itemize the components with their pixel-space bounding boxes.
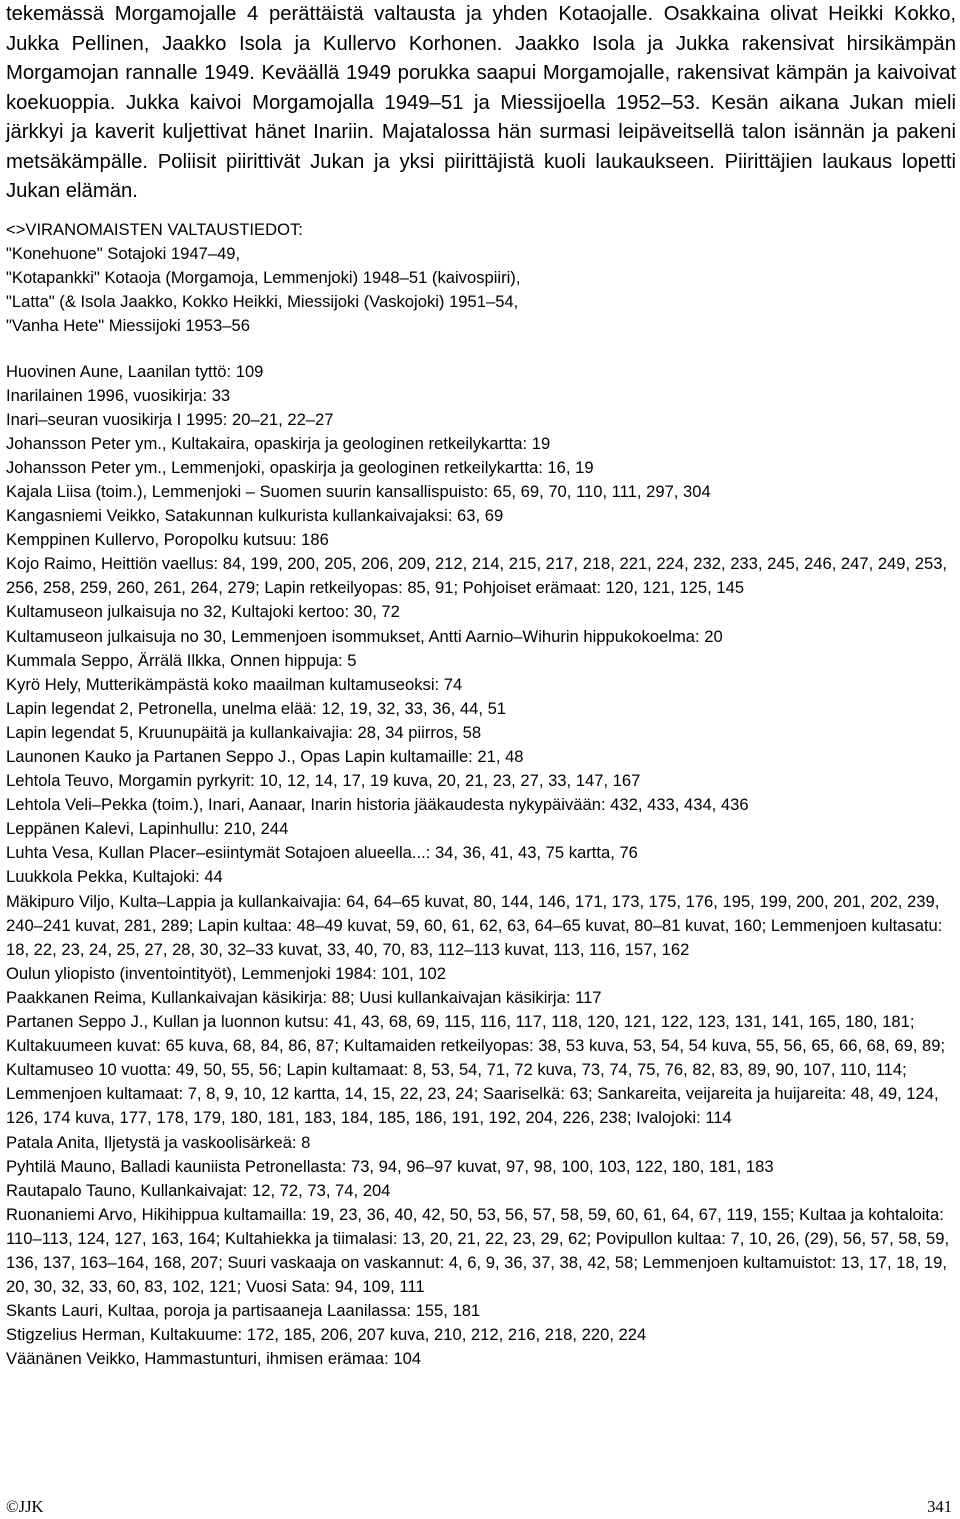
reference-item: Lapin legendat 2, Petronella, unelma elää: 12, 19, 32, 33, 36, 44, 51 bbox=[6, 698, 507, 718]
intro-paragraph: tekemässä Morgamojalle 4 perättäistä valtausta ja yhden Kotaojalle. Osakkaina olivat Heikki Kokko, Jukka Pellinen, Jaakko Isola ja Kullervo Korhonen. Jaakko Isola ja Jukka rakensivat hirsikämpän Morgamojan rannalle 1949. Keväällä 1949 porukka saapui Morgamojalle, rakensivat kämpän ja kaivoivat koekuoppia. Jukka kaivoi Morgamojalla 1949–51 ja Miessijoella 1952–53. Kesän aikana Jukan mieli järkkyi ja kaverit kuljettivat hänet Inariin. Majatalossa hän surmasi leipäveitsellä talon isännän ja pakeni metsäkämpälle. Poliisit piirittivät Jukan ja yksi piirittäjistä kuoli laukaukseen. Piirittäjien laukaus lopetti Jukan elämän. bbox=[6, 3, 956, 202]
reference-item: Kummala Seppo, Ärrälä Ilkka, Onnen hippuja: 5 bbox=[6, 650, 357, 670]
document-page bbox=[6, 0, 956, 1371]
reference-item: Mäkipuro Viljo, Kulta–Lappia ja kullankaivajia: 64, 64–65 kuvat, 80, 144, 146, 171, 173, 175, 176, 195, 199, 200, 201, 202, 239, 240–241 kuvat, 281, 289; Lapin kultaa: 48–49 kuvat, 59, 60, 61, 62, 63, 64–65 kuvat, 80–81 kuvat, 160; Lemmenjoen kultasatu: 18, 22, 23, 24, 25, 27, 28, 30, 32–33 kuvat, 33, 40, 70, 83, 112–113 kuvat, 113, 116, 157, 162 bbox=[6, 891, 943, 959]
authority-line: "Kotapankki" Kotaoja (Morgamoja, Lemmenjoki) 1948–51 (kaivospiiri), bbox=[6, 267, 521, 287]
reference-item: Kojo Raimo, Heittiön vaellus: 84, 199, 200, 205, 206, 209, 212, 214, 215, 217, 218, 221, 224, 232, 233, 245, 246, 247, 249, 253, 256, 258, 259, 260, 261, 264, 279; Lapin retkeilyopas: 85, 91; Pohjoiset erämaat: 120, 121, 125, 145 bbox=[6, 554, 948, 598]
reference-item: Kemppinen Kullervo, Poropolku kutsuu: 186 bbox=[6, 530, 329, 550]
reference-item: Lehtola Teuvo, Morgamin pyrkyrit: 10, 12, 14, 17, 19 kuva, 20, 21, 23, 27, 33, 147, 167 bbox=[6, 771, 641, 791]
reference-item: Väänänen Veikko, Hammastunturi, ihmisen erämaa: 104 bbox=[6, 1349, 422, 1369]
reference-item: Kangasniemi Veikko, Satakunnan kulkurista kullankaivajaksi: 63, 69 bbox=[6, 506, 504, 526]
authority-title: <>VIRANOMAISTEN VALTAUSTIEDOT: bbox=[6, 219, 303, 239]
authority-line: "Konehuone" Sotajoki 1947–49, bbox=[6, 243, 241, 263]
reference-item: Kyrö Hely, Mutterikämpästä koko maailman kultamuseoksi: 74 bbox=[6, 674, 463, 694]
reference-item: Partanen Seppo J., Kullan ja luonnon kutsu: 41, 43, 68, 69, 115, 116, 117, 118, 120, 121, 122, 123, 131, 141, 165, 180, 181; Kultakuumeen kuvat: 65 kuva, 68, 84, 86, 87; Kultamaiden retkeilyopas: 38, 53 kuva, 53, 54, 54 kuva, 55, 56, 65, 66, 68, 69, 89; Kultamuseo 10 vuotta: 49, 50, 55, 56; Lapin kultamaat: 8, 53, 54, 71, 72 kuva, 73, 74, 75, 76, 82, 83, 89, 90, 107, 110, 114; Lemmenjoen kultamaat: 7, 8, 9, 10, 12 kartta, 14, 15, 22, 23, 24; Saariselkä: 63; Sankareita, veijareita ja huijareita: 48, 49, 124, 126, 174 kuva, 177, 178, 179, 180, 181, 183, 184, 185, 186, 191, 192, 204, 226, 238; Ivalojoki: 114 bbox=[6, 1012, 946, 1128]
copyright-mark: ©JJK bbox=[6, 1497, 44, 1516]
reference-item: Johansson Peter ym., Lemmenjoki, opaskirja ja geologinen retkeilykartta: 16, 19 bbox=[6, 457, 594, 477]
reference-item: Lapin legendat 5, Kruunupäitä ja kullankaivajia: 28, 34 piirros, 58 bbox=[6, 722, 482, 742]
reference-item: Pyhtilä Mauno, Balladi kauniista Petronellasta: 73, 94, 96–97 kuvat, 97, 98, 100, 103, 122, 180, 181, 183 bbox=[6, 1156, 774, 1176]
page-footer bbox=[6, 1497, 952, 1517]
reference-item: Kajala Liisa (toim.), Lemmenjoki – Suomen suurin kansallispuisto: 65, 69, 70, 110, 111, 297, 304 bbox=[6, 481, 711, 501]
reference-item: Inari–seuran vuosikirja I 1995: 20–21, 22–27 bbox=[6, 409, 334, 429]
reference-item: Skants Lauri, Kultaa, poroja ja partisaaneja Laanilassa: 155, 181 bbox=[6, 1301, 481, 1321]
reference-item: Johansson Peter ym., Kultakaira, opaskirja ja geologinen retkeilykartta: 19 bbox=[6, 433, 551, 453]
reference-item: Launonen Kauko ja Partanen Seppo J., Opas Lapin kultamaille: 21, 48 bbox=[6, 747, 524, 766]
reference-item: Luhta Vesa, Kullan Placer–esiintymät Sotajoen alueella...: 34, 36, 41, 43, 75 kartta, 76 bbox=[6, 843, 638, 863]
reference-item: Kultamuseon julkaisuja no 32, Kultajoki kertoo: 30, 72 bbox=[6, 602, 400, 622]
authority-line: "Vanha Hete" Miessijoki 1953–56 bbox=[6, 315, 250, 335]
reference-item: Stigzelius Herman, Kultakuume: 172, 185, 206, 207 kuva, 210, 212, 216, 218, 220, 224 bbox=[6, 1325, 647, 1345]
reference-item: Lehtola Veli–Pekka (toim.), Inari, Aanaar, Inarin historia jääkaudesta nykypäivään: 432, 433, 434, 436 bbox=[6, 795, 749, 815]
reference-list bbox=[6, 360, 956, 1372]
reference-item: Luukkola Pekka, Kultajoki: 44 bbox=[6, 867, 223, 887]
reference-item: Rautapalo Tauno, Kullankaivajat: 12, 72, 73, 74, 204 bbox=[6, 1180, 391, 1200]
reference-item: Patala Anita, Iljetystä ja vaskoolisärkeä: 8 bbox=[6, 1132, 311, 1152]
reference-item: Leppänen Kalevi, Lapinhullu: 210, 244 bbox=[6, 819, 289, 839]
reference-item: Inarilainen 1996, vuosikirja: 33 bbox=[6, 385, 231, 405]
section-gap bbox=[6, 338, 956, 360]
reference-item: Ruonaniemi Arvo, Hikihippua kultamailla: 19, 23, 36, 40, 42, 50, 53, 56, 57, 58, 59, 60, 61, 64, 67, 119, 155; Kultaa ja kohtaloita: 110–113, 124, 127, 163, 164; Kultahiekka ja tiimalasi: 13, 20, 21, 22, 23, 29, 62; Povipullon kultaa: 7, 10, 26, (29), 56, 57, 58, 59, 136, 137, 163–164, 168, 207; Suuri vaskaaja on vaskannut: 4, 6, 9, 36, 37, 38, 42, 58; Lemmenjoen kultamuistot: 13, 17, 18, 19, 20, 30, 32, 33, 60, 83, 102, 121; Vuosi Sata: 94, 109, 111 bbox=[6, 1204, 950, 1297]
reference-item: Paakkanen Reima, Kullankaivajan käsikirja: 88; Uusi kullankaivajan käsikirja: 117 bbox=[6, 987, 602, 1007]
reference-item: Oulun yliopisto (inventointityöt), Lemmenjoki 1984: 101, 102 bbox=[6, 963, 446, 983]
page-number: 341 bbox=[927, 1497, 952, 1516]
reference-item: Huovinen Aune, Laanilan tyttö: 109 bbox=[6, 361, 264, 381]
authority-line: "Latta" (& Isola Jaakko, Kokko Heikki, Miessijoki (Vaskojoki) 1951–54, bbox=[6, 291, 519, 311]
reference-item: Kultamuseon julkaisuja no 30, Lemmenjoen isommukset, Antti Aarnio–Wihurin hippukokoelma: 20 bbox=[6, 626, 723, 646]
